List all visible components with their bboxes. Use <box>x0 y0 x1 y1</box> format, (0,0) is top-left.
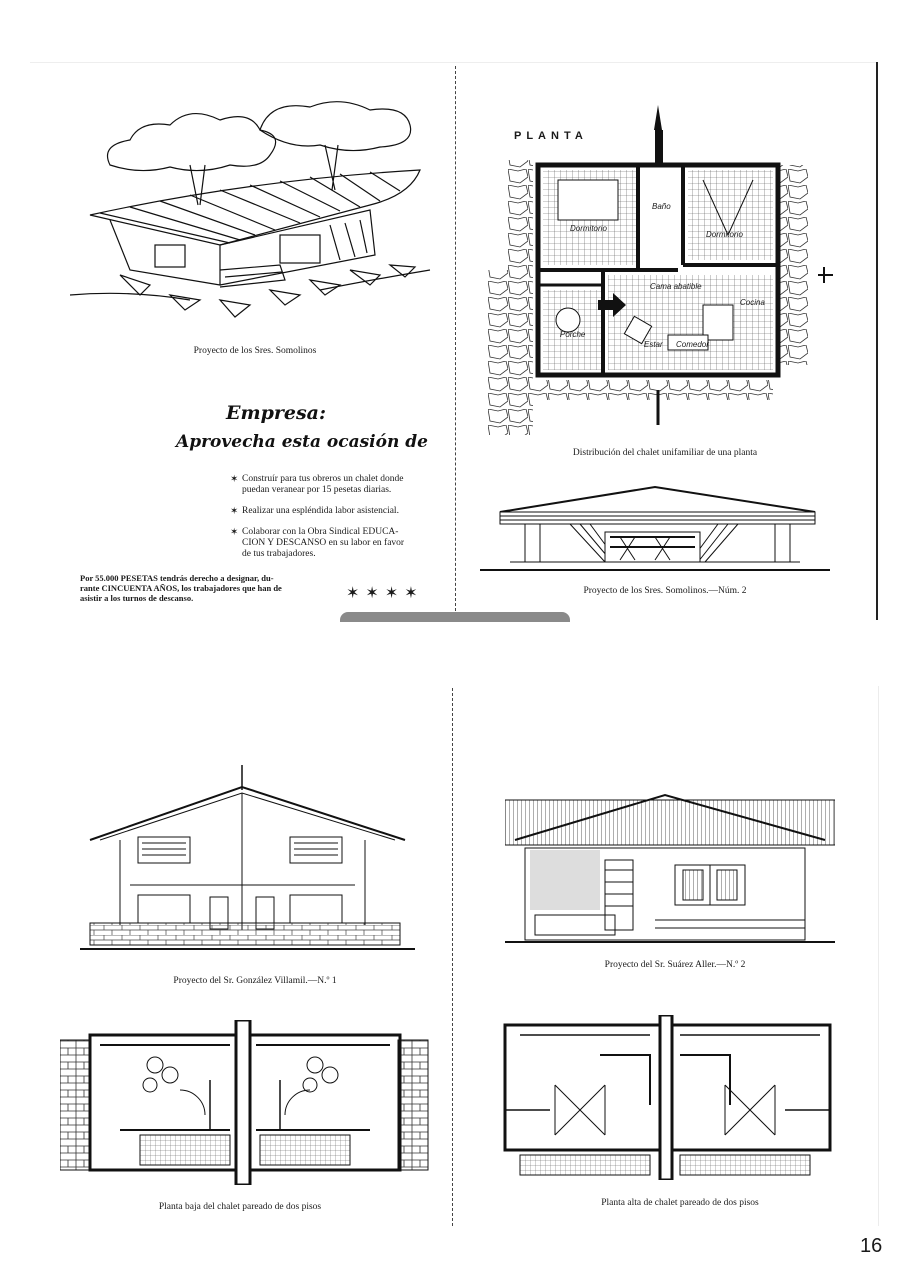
elevation-caption-somolinos: Proyecto de los Sres. Somolinos.—Núm. 2 <box>583 586 747 596</box>
room-label-porche: Porche <box>560 330 586 339</box>
bullet-2-line-1: Realizar una espléndida labor asistencial. <box>242 506 399 516</box>
bullet-item-1 <box>230 474 427 496</box>
bullet-item-3 <box>230 527 427 560</box>
room-label-dormitorio-right: Dormitorio <box>706 230 743 239</box>
star-icon: ✶ <box>230 527 239 538</box>
plan-caption: Distribución del chalet unifamiliar de una planta <box>572 448 758 458</box>
price-notice-line-2: rante CINCUENTA AÑOS, los trabajadores que han de <box>80 583 282 593</box>
two-storey-elevation-gonzalez <box>80 765 415 955</box>
bullet-3-line-1: Colaborar con la Obra Sindical EDUCA- <box>242 527 399 537</box>
top-right-edge <box>876 62 878 620</box>
star-icon: ✶ <box>230 506 239 517</box>
decorative-stars: ✶✶✶✶ <box>346 585 424 602</box>
two-storey-ground-floor-plan <box>60 1020 430 1185</box>
room-label-cama: Cama abatible <box>650 282 702 291</box>
page-number: 16 <box>860 1235 883 1257</box>
room-label-estar: Estar <box>644 340 663 349</box>
single-storey-floor-plan <box>488 105 833 435</box>
room-label-bano: Baño <box>652 202 671 211</box>
bullet-3-line-3: de tus trabajadores. <box>242 549 316 559</box>
top-center-divider <box>455 66 456 611</box>
two-storey-upper-floor-plan <box>500 1015 840 1180</box>
bullet-1-line-1: Construír para tus obreros un chalet donde <box>242 474 404 484</box>
top-bottom-tab <box>340 612 570 622</box>
price-notice-line-1: Por 55.000 PESETAS tendrás derecho a designar, du- <box>80 573 274 583</box>
price-notice <box>80 573 340 603</box>
star-icon: ✶ <box>230 474 239 485</box>
headline-aprovecha: Aprovecha esta ocasión de <box>176 432 428 452</box>
house-sketch-illustration <box>70 95 440 330</box>
room-label-comedor: Comedor <box>676 340 709 349</box>
upper-floor-plan-caption: Planta alta de chalet pareado de dos pisos <box>601 1198 759 1208</box>
elevation-caption-gonzalez: Proyecto del Sr. González Villamil.—N.º 1 <box>173 976 337 986</box>
bullet-item-2 <box>230 506 427 517</box>
room-label-dormitorio-left: Dormitorio <box>570 224 607 233</box>
room-label-cocina: Cocina <box>740 298 765 307</box>
headline-empresa: Empresa: <box>226 402 326 424</box>
sketch-caption: Proyecto de los Sres. Somolinos <box>193 346 317 356</box>
price-notice-line-3: asistir a los turnos de descanso. <box>80 593 194 603</box>
single-storey-elevation <box>480 482 830 577</box>
plan-title: PLANTA <box>514 130 588 142</box>
elevation-caption-suarez: Proyecto del Sr. Suárez Aller.—N.º 2 <box>604 960 746 970</box>
ground-floor-plan-caption: Planta baja del chalet pareado de dos pisos <box>158 1202 322 1212</box>
bullet-1-line-2: puedan veranear por 15 pesetas diarias. <box>242 485 392 495</box>
two-storey-elevation-suarez <box>505 770 835 950</box>
bullet-3-line-2: CION Y DESCANSO en su labor en favor <box>242 538 405 548</box>
